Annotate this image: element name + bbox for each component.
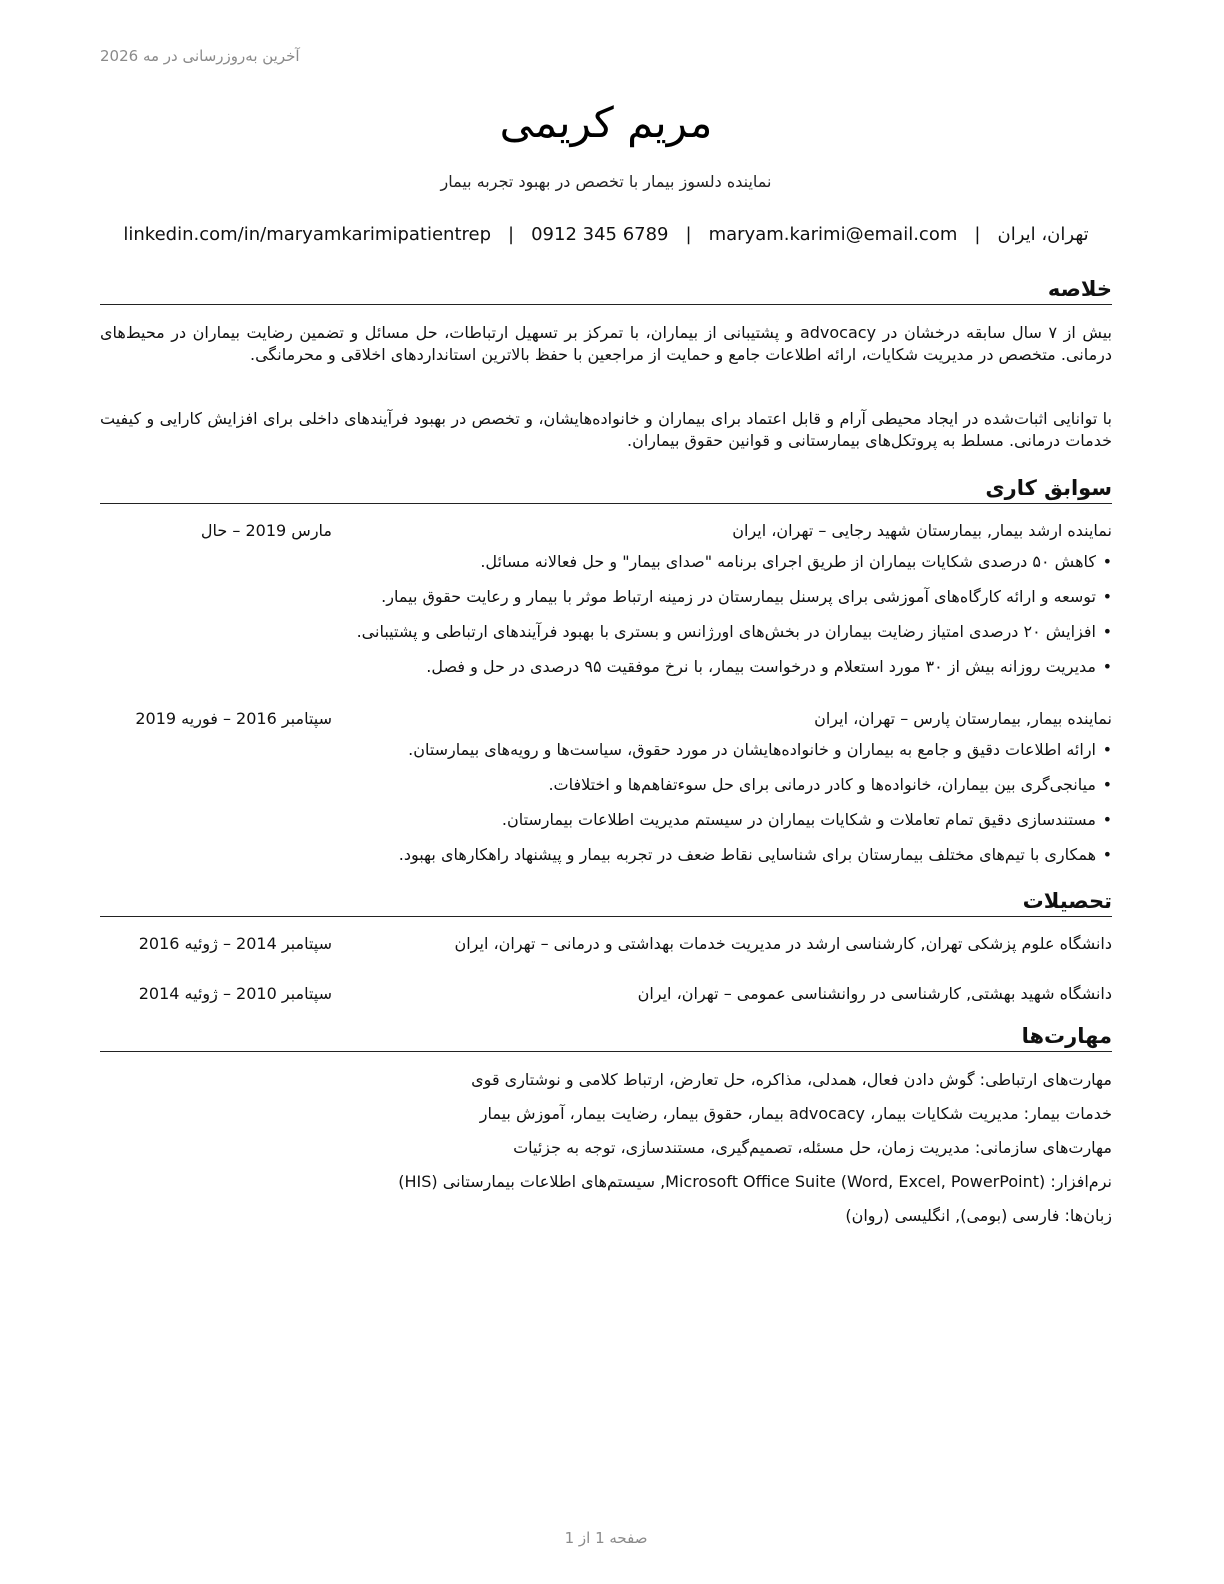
skill-line: مهارت‌های سازمانی: مدیریت زمان، حل مسئله، تصمیم‌گیری، مستندسازی، توجه به جزئیات: [513, 1138, 1112, 1157]
job-bullet: • توسعه و ارائه کارگاه‌های آموزشی برای پرسنل بیمارستان در زمینه ارتباط موثر با بیمار و رعایت حقوق بیمار.: [100, 585, 1112, 620]
contact-separator: |: [508, 224, 515, 245]
candidate-name: مریم کریمی: [499, 98, 713, 147]
contact-location: تهران، ایران: [997, 224, 1089, 245]
contact-email[interactable]: maryam.karimi@email.com: [708, 224, 958, 245]
job-bullet: • میانجی‌گری بین بیماران، خانواده‌ها و کادر درمانی برای حل سوءتفاهم‌ها و اختلافات.: [100, 773, 1112, 808]
section-title-experience: سوابق کاری: [100, 475, 1112, 504]
skill-line: مهارت‌های ارتباطی: گوش دادن فعال، همدلی، مذاکره، حل تعارض، ارتباط کلامی و نوشتاری قوی: [471, 1070, 1112, 1089]
page-number: صفحه 1 از 1: [564, 1529, 648, 1547]
summary-paragraph: بیش از ۷ سال سابقه درخشان در advocacy و پشتیبانی از بیماران، با تمرکز بر تسهیل ارتباطات، حل مسائل و تضمین رضایت بیماران در محیط‌های درمانی. متخصص در مدیریت شکایات، ارائه اطلاعات جامع و حمایت از مراجعین با حفظ بالاترین استانداردهای اخلاقی و محرمانگی.: [100, 323, 1113, 364]
contact-line: [116, 224, 1096, 245]
education-dates: سپتامبر 2014 – ژوئیه 2016: [138, 934, 332, 953]
contact-phone[interactable]: 0912 345 6789: [531, 224, 669, 245]
job-dates: سپتامبر 2016 – فوریه 2019: [135, 709, 332, 728]
job-bullets: [100, 550, 1112, 690]
skill-line: زبان‌ها: فارسی (بومی), انگلیسی (روان): [845, 1206, 1112, 1225]
contact-linkedin[interactable]: linkedin.com/in/maryamkarimipatientrep: [123, 224, 492, 245]
skills-list: [100, 1068, 1112, 1238]
job-bullet: • مدیریت روزانه بیش از ۳۰ مورد استعلام و درخواست بیمار، با نرخ موفقیت ۹۵ درصدی در حل و فصل.: [100, 655, 1112, 690]
job-bullets: [100, 738, 1112, 878]
contact-separator: |: [685, 224, 692, 245]
job-role: نماینده بیمار, بیمارستان پارس – تهران، ایران: [814, 709, 1112, 728]
section-title-summary: خلاصه: [100, 276, 1112, 305]
education-entry: [100, 932, 1112, 956]
job-bullet: • کاهش ۵۰ درصدی شکایات بیماران از طریق اجرای برنامه "صدای بیمار" و حل فعالانه مسائل.: [100, 550, 1112, 585]
job-bullet: • همکاری با تیم‌های مختلف بیمارستان برای شناسایی نقاط ضعف در تجربه بیمار و پیشنهاد راهکارهای بهبود.: [100, 843, 1112, 878]
skill-line: نرم‌افزار: Microsoft Office Suite (Word, Excel, PowerPoint), سیستم‌های اطلاعات بیمارستانی (HIS): [398, 1172, 1112, 1191]
last-updated-note: آخرین به‌روزرسانی در مه 2026: [100, 47, 300, 65]
job-header: [100, 519, 1112, 543]
job-bullet: • افزایش ۲۰ درصدی امتیاز رضایت بیماران در بخش‌های اورژانس و بستری با بهبود فرآیندهای ارتباطی و پشتیبانی.: [100, 620, 1112, 655]
candidate-tagline: نماینده دلسوز بیمار با تخصص در بهبود تجربه بیمار: [440, 172, 772, 191]
summary-paragraph: با توانایی اثبات‌شده در ایجاد محیطی آرام و قابل اعتماد برای بیماران و خانواده‌هایشان، و تخصص در بهبود فرآیندهای داخلی برای افزایش کارایی و کیفیت خدمات درمانی. مسلط به پروتکل‌های بیمارستانی و قوانین حقوق بیماران.: [100, 409, 1112, 450]
job-dates: مارس 2019 – حال: [200, 521, 332, 540]
skill-line: خدمات بیمار: مدیریت شکایات بیمار، advocacy بیمار، حقوق بیمار، رضایت بیمار، آموزش بیمار: [479, 1104, 1112, 1123]
section-title-education: تحصیلات: [100, 888, 1112, 917]
resume-page: [100, 0, 1112, 1584]
education-degree: دانشگاه علوم پزشکی تهران, کارشناسی ارشد در مدیریت خدمات بهداشتی و درمانی – تهران، ایران: [454, 934, 1112, 953]
job-bullet: • مستندسازی دقیق تمام تعاملات و شکایات بیماران در سیستم مدیریت اطلاعات بیمارستان.: [100, 808, 1112, 843]
contact-separator: |: [974, 224, 981, 245]
section-title-skills: مهارت‌ها: [100, 1023, 1112, 1052]
job-bullet: • ارائه اطلاعات دقیق و جامع به بیماران و خانواده‌هایشان در مورد حقوق، سیاست‌ها و رویه‌های بیمارستان.: [100, 738, 1112, 773]
education-dates: سپتامبر 2010 – ژوئیه 2014: [138, 984, 332, 1003]
job-role: نماینده ارشد بیمار, بیمارستان شهید رجایی – تهران، ایران: [732, 521, 1112, 540]
job-header: [100, 707, 1112, 731]
education-entry: [100, 982, 1112, 1006]
education-degree: دانشگاه شهید بهشتی, کارشناسی در روانشناسی عمومی – تهران، ایران: [637, 984, 1112, 1003]
